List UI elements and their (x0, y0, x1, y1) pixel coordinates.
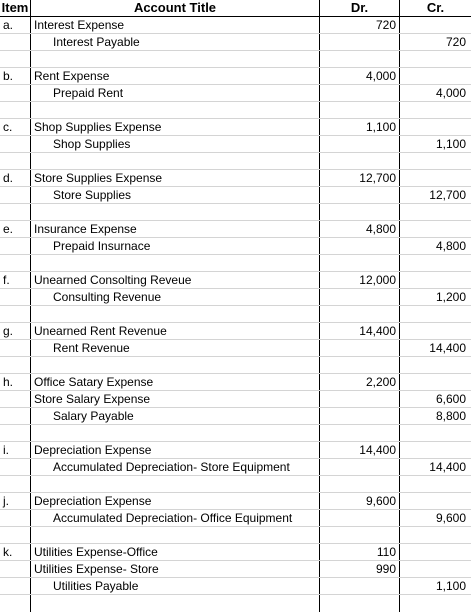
entry-item-label: c. (3, 120, 13, 134)
account-title: Depreciation Expense (34, 443, 152, 457)
credit-amount: 1,100 (435, 137, 466, 151)
row-gridline (0, 152, 471, 153)
row-gridline (0, 594, 471, 595)
entry-item-label: h. (3, 375, 14, 389)
credit-amount: 14,400 (429, 341, 466, 355)
account-title: Insurance Expense (34, 222, 137, 236)
row-gridline (0, 50, 471, 51)
debit-amount: 990 (375, 562, 396, 576)
entry-item-label: e. (3, 222, 14, 236)
entry-item-label: k. (3, 545, 13, 559)
row-gridline (0, 254, 471, 255)
header-account-title: Account Title (133, 0, 217, 15)
entry-item-label: b. (3, 69, 14, 83)
entry-item-label: g. (3, 324, 14, 338)
header-credit: Cr. (426, 0, 445, 15)
account-title: Salary Payable (53, 409, 134, 423)
account-title: Rent Revenue (53, 341, 130, 355)
account-title: Depreciation Expense (34, 494, 152, 508)
account-title: Utilities Expense-Office (34, 545, 158, 559)
entry-item-label: i. (3, 443, 9, 457)
credit-amount: 4,800 (435, 239, 466, 253)
account-title: Prepaid Insurnace (53, 239, 151, 253)
entry-item-label: d. (3, 171, 14, 185)
header-item: Item (1, 0, 29, 15)
credit-amount: 6,600 (435, 392, 466, 406)
debit-amount: 12,700 (359, 171, 396, 185)
row-gridline (0, 424, 471, 425)
credit-amount: 14,400 (429, 460, 466, 474)
account-title: Rent Expense (34, 69, 110, 83)
credit-amount: 12,700 (429, 188, 466, 202)
account-title: Consulting Revenue (53, 290, 162, 304)
account-title: Interest Payable (53, 35, 140, 49)
debit-amount: 14,400 (359, 324, 396, 338)
debit-amount: 720 (375, 18, 396, 32)
column-divider-item (30, 0, 31, 612)
account-title: Store Supplies Expense (34, 171, 163, 185)
row-gridline (0, 101, 471, 102)
debit-amount: 4,800 (365, 222, 396, 236)
account-title: Store Supplies (53, 188, 132, 202)
debit-amount: 9,600 (365, 494, 396, 508)
credit-amount: 1,100 (435, 579, 466, 593)
debit-amount: 14,400 (359, 443, 396, 457)
account-title: Accumulated Depreciation- Store Equipment (53, 460, 290, 474)
account-title: Unearned Consolting Reveue (34, 273, 192, 287)
row-gridline (0, 203, 471, 204)
credit-amount: 9,600 (435, 511, 466, 525)
entry-item-label: f. (3, 273, 10, 287)
account-title: Accumulated Depreciation- Office Equipment (53, 511, 293, 525)
debit-amount: 1,100 (365, 120, 396, 134)
debit-amount: 2,200 (365, 375, 396, 389)
row-gridline (0, 305, 471, 306)
credit-amount: 8,800 (435, 409, 466, 423)
debit-amount: 4,000 (365, 69, 396, 83)
debit-amount: 110 (376, 545, 396, 559)
account-title: Utilities Expense- Store (34, 562, 159, 576)
credit-amount: 720 (445, 35, 466, 49)
row-gridline (0, 526, 471, 527)
row-gridline (0, 475, 471, 476)
credit-amount: 1,200 (435, 290, 466, 304)
row-gridline (0, 356, 471, 357)
account-title: Interest Expense (34, 18, 125, 32)
debit-amount: 12,000 (359, 273, 396, 287)
credit-amount: 4,000 (435, 86, 466, 100)
account-title: Prepaid Rent (53, 86, 124, 100)
account-title: Utilities Payable (53, 579, 139, 593)
entry-item-label: j. (3, 494, 9, 508)
account-title: Unearned Rent Revenue (34, 324, 167, 338)
entry-item-label: a. (3, 18, 14, 32)
account-title: Shop Supplies Expense (34, 120, 162, 134)
account-title: Shop Supplies (53, 137, 131, 151)
account-title: Store Salary Expense (34, 392, 151, 406)
column-divider-account (319, 0, 320, 612)
header-debit: Dr. (350, 0, 369, 15)
account-title: Office Satary Expense (34, 375, 154, 389)
